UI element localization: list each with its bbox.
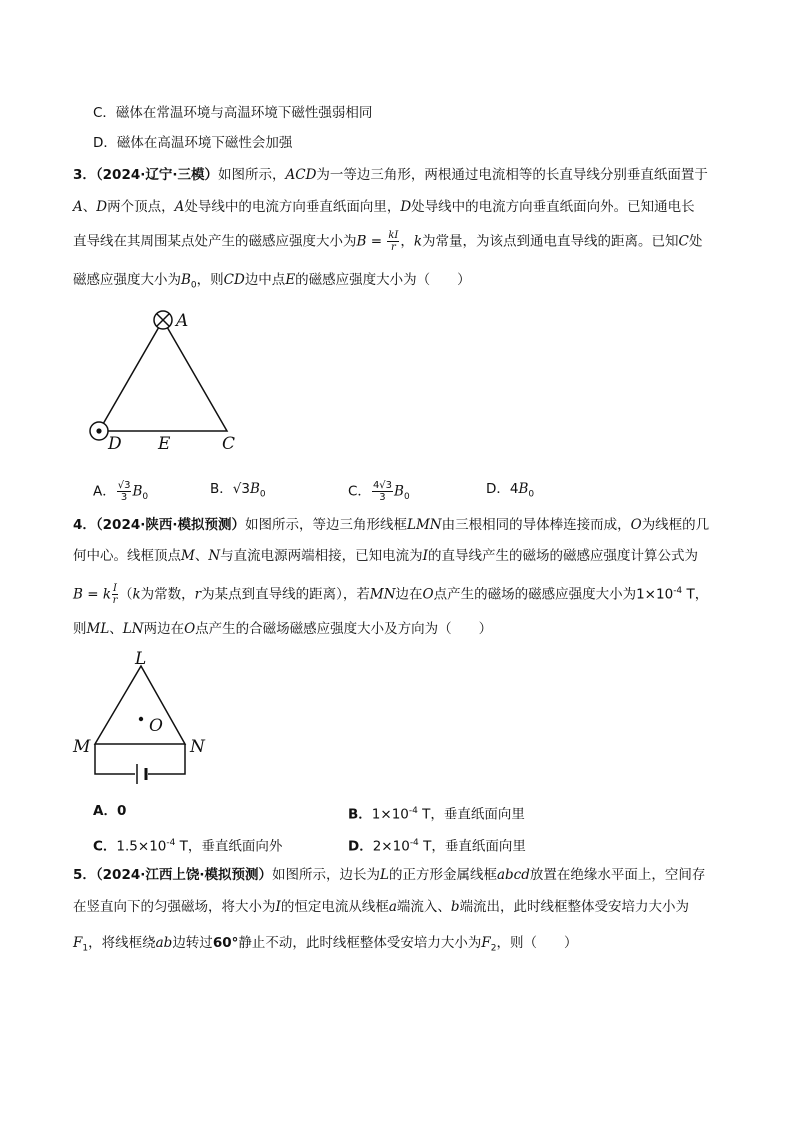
q4-option-d[interactable]: D．$2\times 10^{-4}$ T，垂直纸面向里 <box>348 838 526 855</box>
label-n: N <box>190 737 205 757</box>
q3-stem-line3: 直导线在其周围某点处产生的磁感应强度大小为B = $\frac{kI}{r}$ ，k为常量，为该点到通电直导线的距离。已知C处 <box>73 230 703 253</box>
label-o: O <box>149 716 163 736</box>
wire-left <box>95 744 135 774</box>
q4-option-c[interactable]: C．$1.5\times 10^{-4}$ T，垂直纸面向外 <box>93 838 283 855</box>
q5-source: （2024·江西上饶·模拟预测） <box>95 867 272 883</box>
q4-number: 4． <box>73 517 96 533</box>
triangle-acd <box>99 320 227 431</box>
q3-formula-fraction: $\frac{kI}{r}$ <box>388 230 399 253</box>
wire-right <box>148 744 185 774</box>
q3-source: （2024·辽宁·三模） <box>95 167 218 183</box>
q4-circuit-figure <box>70 644 220 794</box>
current-into-page-icon <box>154 311 172 329</box>
q4-stem-line1: 4．（2024·陕西·模拟预测）如图所示，等边三角形线框LMN由三根相同的导体棒连接而成，O为线框的几 <box>73 517 710 533</box>
label-c: C <box>222 434 236 454</box>
q5-stem-line2: 在竖直向下的匀强磁场，将大小为I的恒定电流从线框a端流入、b端流出，此时线框整体受安培力大小为 <box>73 899 690 915</box>
label-l: L <box>135 649 147 669</box>
current-out-of-page-icon <box>90 422 108 440</box>
battery-icon <box>137 764 146 784</box>
label-d: D <box>108 434 122 454</box>
q4-stem-line3: B = k $\frac{I}{r}$ （k为常数，r为某点到直导线的距离），若MN边在O点产生的磁场的磁感应强度大小为$1\times 10^{-4}$ T， <box>73 583 709 606</box>
q2-option-c[interactable]: C．磁体在常温环境与高温环境下磁性强弱相同 <box>93 105 373 121</box>
center-dot-icon <box>139 717 143 721</box>
q3-option-b[interactable]: B．$√3B_0$ <box>210 481 266 500</box>
label-e: E <box>158 434 171 454</box>
q4-formula-fraction: $\frac{I}{r}$ <box>112 583 118 606</box>
q4-option-b[interactable]: B．$1\times 10^{-4}$ T，垂直纸面向里 <box>348 806 525 823</box>
label-m: M <box>73 737 91 757</box>
q3-stem-line4: 磁感应强度大小为$B_0$，则CD边中点E的磁感应强度大小为（ ） <box>73 272 471 291</box>
q4-stem-line4: 则ML、LN两边在O点产生的合磁场磁感应强度大小及方向为（ ） <box>73 621 493 637</box>
q3-option-d[interactable]: D．$4B_0$ <box>486 481 535 500</box>
q5-number: 5． <box>73 867 96 883</box>
q5-stem-line1: 5．（2024·江西上饶·模拟预测）如图所示，边长为L的正方形金属线框abcd放置在绝缘水平面上，空间存 <box>73 867 706 883</box>
q3-stem-line1: 3．（2024·辽宁·三模）如图所示，ACD为一等边三角形，两根通过电流相等的长直导线分别垂直纸面置于 <box>73 167 708 183</box>
q4-option-a[interactable]: A．0 <box>93 803 127 819</box>
q5-stem-line3: $F_1$，将线框绕ab边转过60°静止不动，此时线框整体受安培力大小为$F_2$，则（ ） <box>73 935 578 954</box>
q3-option-c[interactable]: C． $\frac{4√3}{3}$ $B_0$ <box>348 480 410 503</box>
q4-source: （2024·陕西·模拟预测） <box>95 517 245 533</box>
q2-option-d[interactable]: D．磁体在高温环境下磁性会加强 <box>93 135 293 151</box>
triangle-lmn <box>95 666 185 744</box>
q4-stem-line2: 何中心。线框顶点M、N与直流电源两端相接，已知电流为I的直导线产生的磁场的磁感应强度计算公式为 <box>73 548 698 564</box>
q3-number: 3． <box>73 167 96 183</box>
q3-triangle-figure <box>80 300 260 460</box>
q3-option-a[interactable]: A． $\frac{√3}{3}$ $B_0$ <box>93 480 149 503</box>
q3-stem-line2: A、D两个顶点，A处导线中的电流方向垂直纸面向里，D处导线中的电流方向垂直纸面向外。已知通电长 <box>73 199 695 215</box>
label-a: A <box>176 311 189 331</box>
